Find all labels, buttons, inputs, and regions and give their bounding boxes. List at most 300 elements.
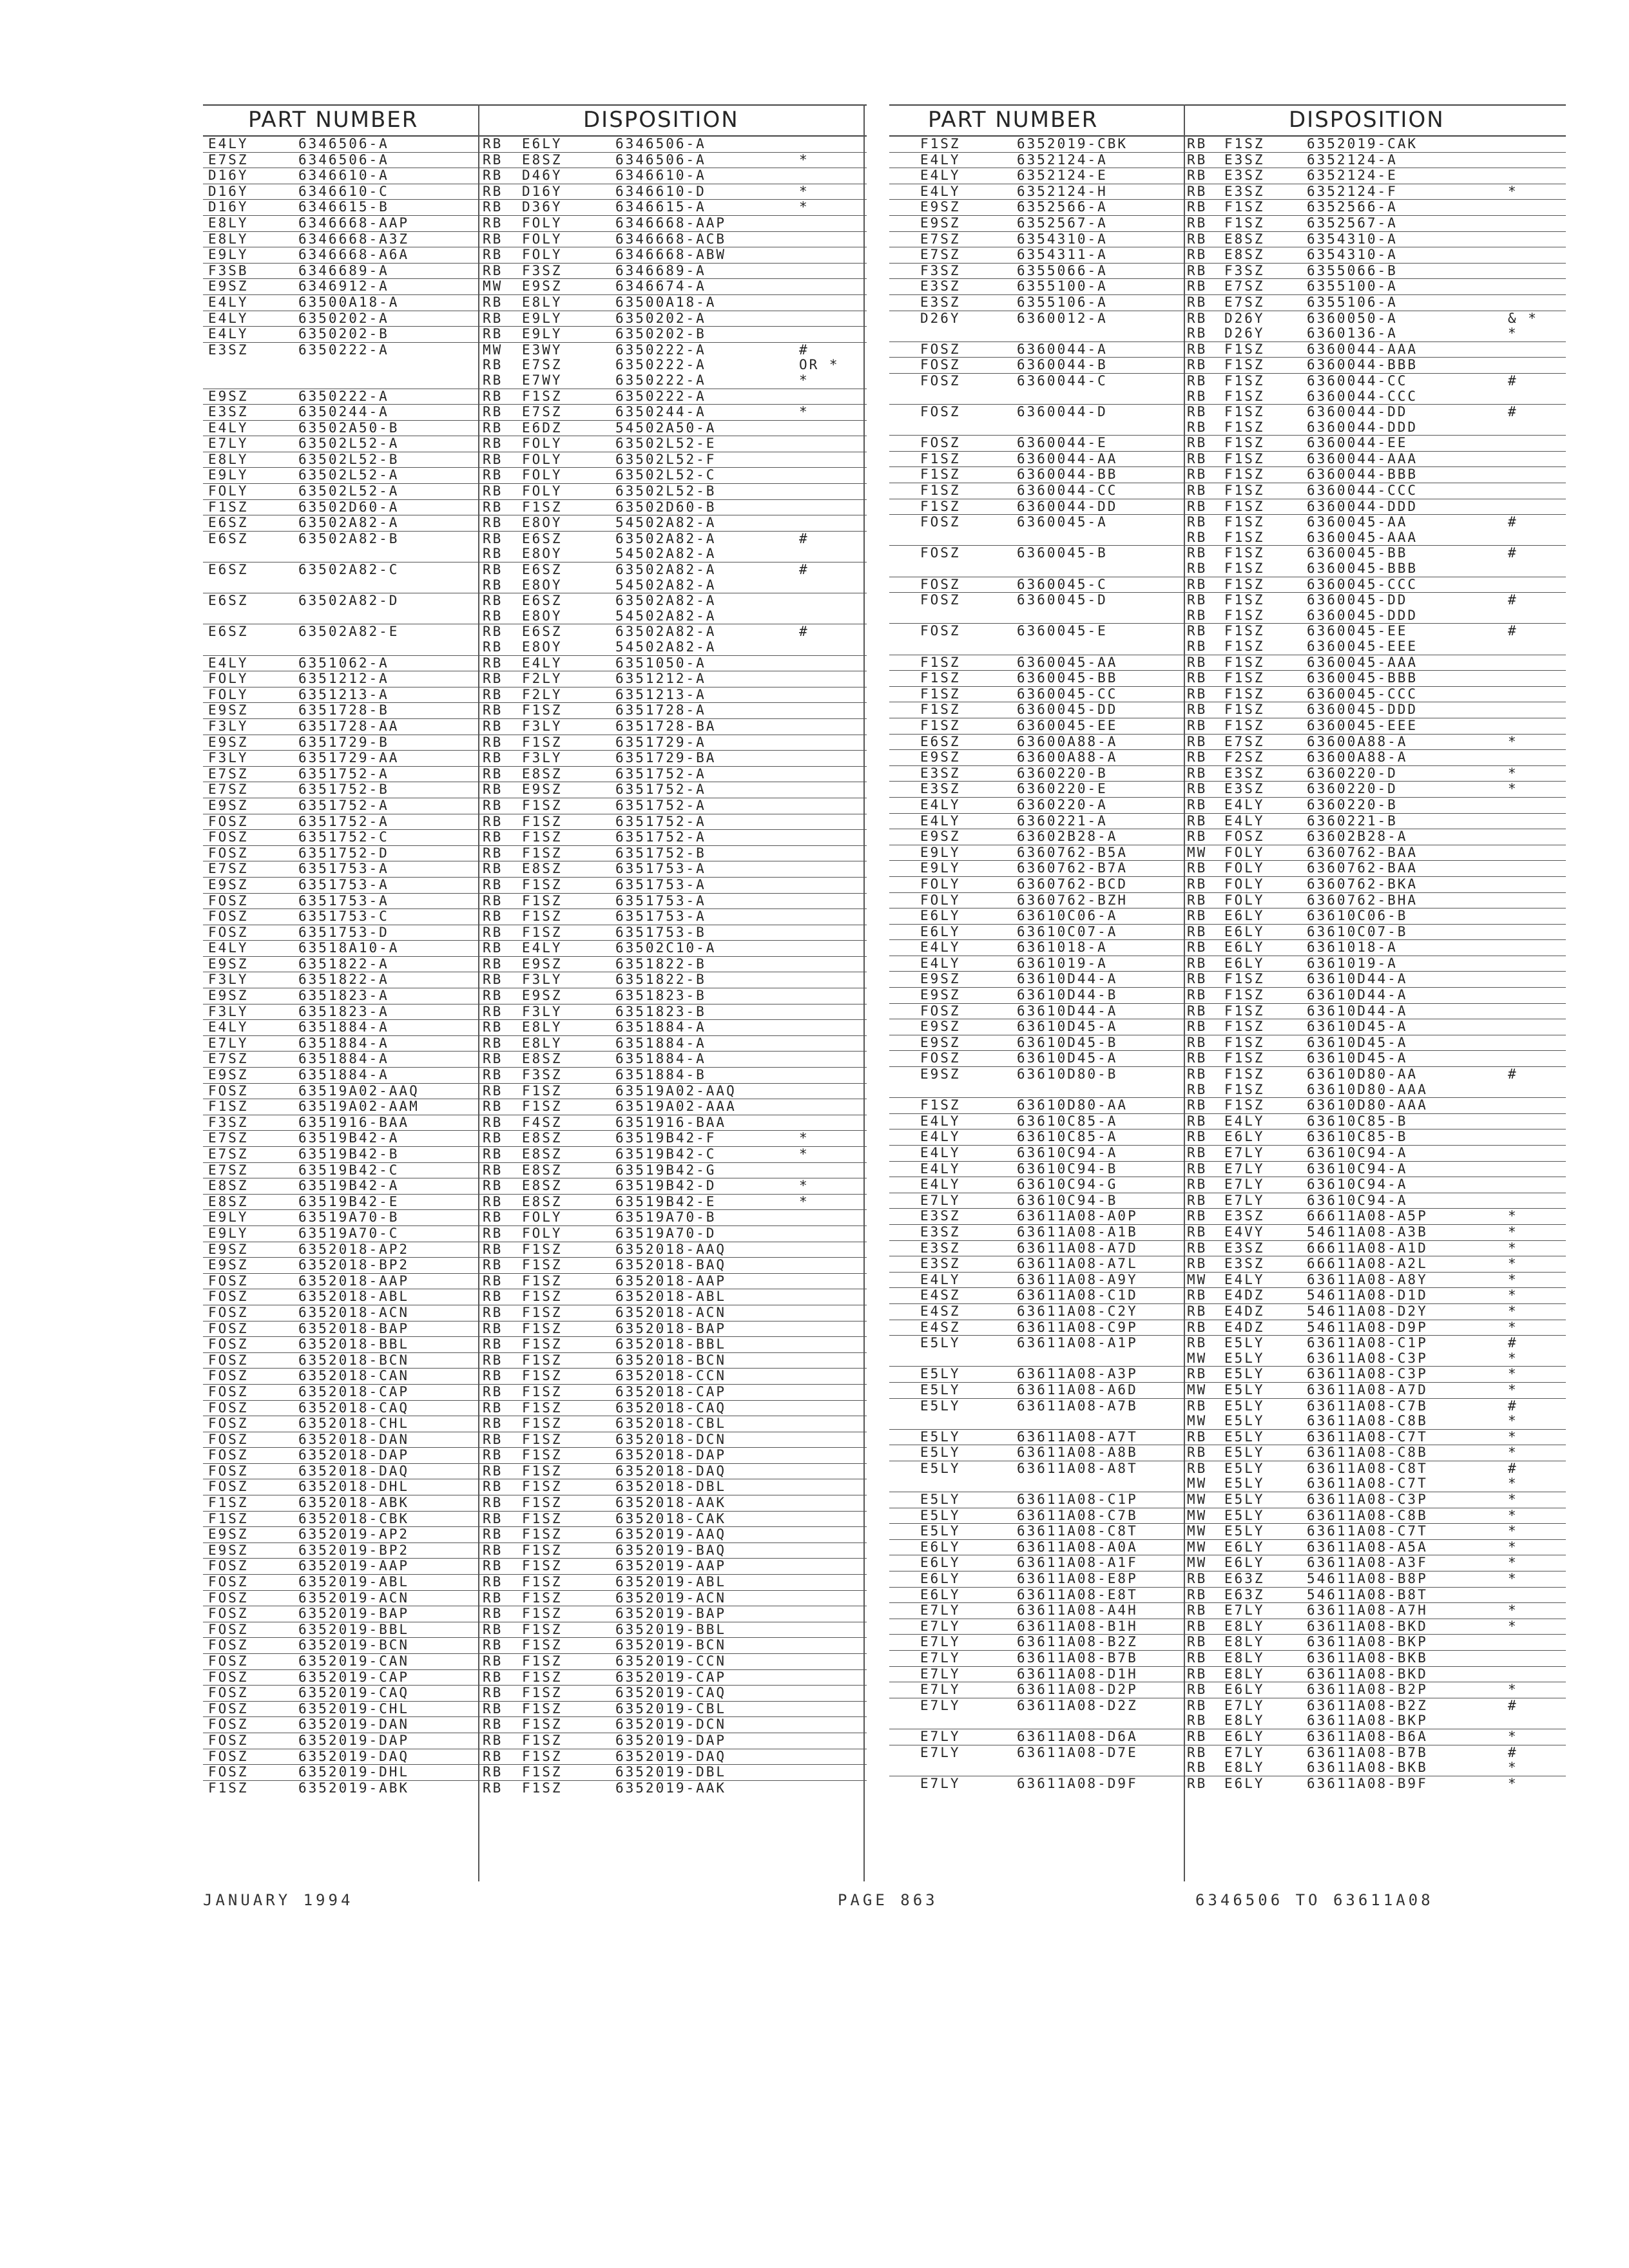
remark: # — [1508, 592, 1518, 608]
model-code: E7LY — [920, 1192, 961, 1208]
model-code: FOSZ — [208, 1748, 249, 1764]
part-number: 63610D45-A — [1017, 1019, 1118, 1035]
new-part-number: 6352124-A — [1307, 151, 1398, 168]
new-part-number: 6351729-BA — [615, 750, 717, 766]
part-number: 6352018-CHL — [298, 1416, 410, 1432]
new-model-code: F3SZ — [522, 1067, 563, 1083]
new-model-code: E5LY — [1224, 1460, 1265, 1476]
new-part-number: 6360045-DD — [1307, 592, 1408, 608]
new-part-number: 63611A08-BKB — [1307, 1760, 1428, 1776]
model-code: F1SZ — [208, 1495, 249, 1511]
new-part-number: 63611A08-C7T — [1307, 1475, 1428, 1492]
part-number: 6352019-ABK — [298, 1780, 410, 1796]
new-part-number: 6360044-EE — [1307, 435, 1408, 451]
new-model-code: E7SZ — [522, 357, 563, 373]
model-code: E4SZ — [920, 1287, 961, 1303]
new-model-code: E9SZ — [522, 956, 563, 972]
disposition-code: RB — [1187, 1177, 1208, 1193]
new-part-number: 63610C94-A — [1307, 1192, 1408, 1208]
part-number: 6350222-A — [298, 341, 389, 358]
new-model-code: E5LY — [1224, 1507, 1265, 1523]
new-part-number: 6352018-ABL — [615, 1289, 727, 1305]
new-model-code: E8SZ — [522, 1193, 563, 1209]
part-number: 6351213-A — [298, 686, 389, 702]
parts-row — [203, 1749, 867, 1765]
disposition-code: RB — [483, 988, 503, 1004]
disposition-code: RB — [483, 1051, 503, 1067]
model-code: E4LY — [208, 136, 249, 151]
model-code: E9SZ — [208, 1257, 249, 1273]
parts-row — [889, 814, 1566, 830]
disposition-code: RB — [483, 562, 503, 578]
disposition-code: RB — [483, 231, 503, 247]
part-number: 6361019-A — [1017, 955, 1108, 971]
disposition-code: RB — [1187, 592, 1208, 608]
disposition-code: MW — [1187, 1507, 1208, 1523]
part-number: 6351728-AA — [298, 718, 400, 734]
parts-row — [889, 861, 1566, 877]
model-code: E9SZ — [208, 797, 249, 813]
new-model-code: F1SZ — [1224, 576, 1265, 592]
new-part-number: 6360045-AAA — [1307, 529, 1418, 545]
new-part-number: 6360045-BBB — [1307, 670, 1418, 686]
part-number: 6352019-CAP — [298, 1669, 410, 1685]
remark: # — [1508, 623, 1518, 639]
new-part-number: 6352019-CAP — [615, 1669, 727, 1685]
part-number: 63610C07-A — [1017, 923, 1118, 939]
disposition-code: RB — [483, 1209, 503, 1225]
part-number: 63502A50-B — [298, 419, 400, 436]
disposition-code: RB — [483, 1542, 503, 1558]
part-number: 6354311-A — [1017, 247, 1108, 263]
parts-row — [203, 1543, 867, 1559]
disposition-code: RB — [483, 262, 503, 278]
new-part-number: 54611A08-D9P — [1307, 1319, 1428, 1335]
new-part-number: 63611A08-C1P — [1307, 1335, 1428, 1351]
new-model-code: F1SZ — [1224, 1066, 1265, 1082]
model-code: FOSZ — [920, 1003, 961, 1019]
part-number: 63519B42-A — [298, 1178, 400, 1194]
new-model-code: F1SZ — [522, 1685, 563, 1701]
part-number: 6352019-DHL — [298, 1764, 410, 1780]
panel-left-header — [203, 104, 867, 137]
parts-row — [203, 1606, 867, 1622]
footer-range: 6346506 TO 63611A08 — [1195, 1891, 1434, 1909]
part-number: 6352019-BBL — [298, 1621, 410, 1637]
disposition-code: RB — [483, 1590, 503, 1606]
new-model-code: FOLY — [522, 1225, 563, 1241]
disposition-code: RB — [483, 404, 503, 420]
model-code: E5LY — [920, 1507, 961, 1523]
new-model-code: E6LY — [1224, 1129, 1265, 1145]
part-number: 6346668-AAP — [298, 215, 410, 231]
parts-row — [889, 1146, 1566, 1162]
part-number: 63610C85-A — [1017, 1113, 1118, 1129]
model-code: FOSZ — [920, 592, 961, 608]
new-model-code: F1SZ — [522, 1431, 563, 1447]
model-code: E5LY — [920, 1335, 961, 1351]
new-model-code: E8LY — [1224, 1760, 1265, 1776]
new-part-number: 6360762-BAA — [1307, 860, 1418, 876]
part-number: 6352566-A — [1017, 199, 1108, 215]
model-code: E6SZ — [208, 624, 249, 640]
parts-row — [203, 861, 867, 878]
part-number: 63600A88-A — [1017, 733, 1118, 749]
disposition-code: RB — [483, 593, 503, 609]
new-part-number: 6352567-A — [1307, 215, 1398, 231]
part-number: 63610C06-A — [1017, 908, 1118, 924]
new-model-code: F1SZ — [522, 1257, 563, 1273]
new-part-number: 63610D44-A — [1307, 971, 1408, 987]
parts-row — [889, 877, 1566, 893]
new-model-code: F1SZ — [1224, 987, 1265, 1003]
new-model-code: F2LY — [522, 686, 563, 702]
model-code: E9SZ — [208, 734, 249, 750]
disposition-code: RB — [483, 419, 503, 436]
new-model-code: F1SZ — [522, 1574, 563, 1590]
disposition-code: RB — [1187, 466, 1208, 483]
remark: * — [1508, 1728, 1518, 1744]
disposition-code: RB — [483, 1114, 503, 1130]
parts-row — [889, 1729, 1566, 1745]
disposition-code: RB — [1187, 1728, 1208, 1744]
disposition-code: RB — [1187, 860, 1208, 876]
part-number: 63611A08-C1P — [1017, 1492, 1138, 1508]
new-part-number: 63610C06-B — [1307, 908, 1408, 924]
parts-row — [889, 1635, 1566, 1651]
new-model-code: E7WY — [522, 372, 563, 388]
disposition-code: RB — [483, 1193, 503, 1209]
new-model-code: F1SZ — [522, 1289, 563, 1305]
new-part-number: 6352019-BBL — [615, 1621, 727, 1637]
new-part-number: 6351823-B — [615, 988, 706, 1004]
part-number: 6360044-AA — [1017, 450, 1118, 466]
part-number: 6360045-BB — [1017, 670, 1118, 686]
new-model-code: E6LY — [1224, 923, 1265, 939]
model-code: FOSZ — [208, 1669, 249, 1685]
model-code: FOLY — [920, 876, 961, 892]
disposition-code: RB — [483, 1130, 503, 1146]
disposition-code: RB — [1187, 987, 1208, 1003]
parts-row — [889, 702, 1566, 718]
disposition-code: RB — [483, 1146, 503, 1162]
parts-row — [203, 1242, 867, 1258]
remark: * — [799, 1146, 809, 1162]
parts-row — [203, 1084, 867, 1100]
model-code: E7LY — [920, 1650, 961, 1666]
new-model-code: E3SZ — [1224, 168, 1265, 184]
parts-row — [889, 972, 1566, 988]
model-code: FOSZ — [208, 1368, 249, 1384]
disposition-code: RB — [483, 1241, 503, 1257]
new-model-code: F1SZ — [1224, 1097, 1265, 1113]
disposition-code: RB — [1187, 1445, 1208, 1461]
parts-row — [203, 1464, 867, 1480]
parts-row — [889, 467, 1566, 483]
disposition-code: RB — [483, 734, 503, 750]
parts-row — [203, 1416, 867, 1432]
disposition-code: RB — [1187, 796, 1208, 812]
new-part-number: 63611A08-B6A — [1307, 1728, 1428, 1744]
new-model-code: F1SZ — [522, 1463, 563, 1479]
part-number: 6352018-DAN — [298, 1431, 410, 1447]
model-code: E5LY — [920, 1523, 961, 1539]
part-number: 63611A08-C1D — [1017, 1287, 1138, 1303]
model-code: FOSZ — [208, 1479, 249, 1495]
new-part-number: 54502A50-A — [615, 419, 717, 436]
parts-row — [203, 941, 867, 957]
new-part-number: 63610C85-B — [1307, 1113, 1408, 1129]
new-part-number: 6360044-BBB — [1307, 466, 1418, 483]
new-model-code: F1SZ — [1224, 435, 1265, 451]
new-model-code: D36Y — [522, 199, 563, 215]
model-code: FOSZ — [208, 1637, 249, 1653]
model-code: E4LY — [920, 183, 961, 199]
parts-row — [889, 845, 1566, 861]
part-number: 63610D80-AA — [1017, 1097, 1128, 1113]
disposition-code: RB — [1187, 607, 1208, 623]
model-code: FOSZ — [208, 1399, 249, 1416]
new-part-number: 6351752-A — [615, 813, 706, 829]
new-model-code: F1SZ — [1224, 450, 1265, 466]
parts-row — [203, 468, 867, 484]
model-code: E5LY — [920, 1492, 961, 1508]
disposition-code: RB — [483, 1320, 503, 1336]
new-model-code: E7SZ — [1224, 294, 1265, 310]
part-number: 6360045-EE — [1017, 717, 1118, 733]
new-model-code: FOLY — [522, 436, 563, 452]
new-model-code: F1SZ — [522, 892, 563, 908]
parts-row — [203, 798, 867, 814]
remark: # — [1508, 1398, 1518, 1414]
part-number: 6360045-B — [1017, 545, 1108, 561]
model-code: E4LY — [920, 1177, 961, 1193]
part-number: 6351752-A — [298, 765, 389, 782]
new-model-code: F1SZ — [522, 1700, 563, 1716]
new-model-code: F1SZ — [1224, 654, 1265, 670]
parts-row — [889, 561, 1566, 577]
remark: * — [1508, 1303, 1518, 1319]
parts-row — [203, 640, 867, 656]
new-part-number: 63610C94-A — [1307, 1177, 1408, 1193]
part-number: 63600A88-A — [1017, 749, 1118, 765]
model-code: FOSZ — [208, 1621, 249, 1637]
new-model-code: E8LY — [1224, 1650, 1265, 1666]
new-part-number: 6352018-BCN — [615, 1352, 727, 1368]
new-part-number: 6352019-BAP — [615, 1606, 727, 1622]
new-model-code: F1SZ — [522, 1764, 563, 1780]
parts-row — [203, 1622, 867, 1639]
model-code: E3SZ — [920, 1208, 961, 1224]
parts-row — [203, 546, 867, 562]
model-code: FOSZ — [208, 1383, 249, 1399]
parts-row — [203, 656, 867, 672]
model-code: FOSZ — [920, 435, 961, 451]
part-number: 6346506-A — [298, 151, 389, 168]
part-number: 63500A18-A — [298, 294, 400, 310]
new-model-code: E6SZ — [522, 530, 563, 546]
new-model-code: E8SZ — [522, 861, 563, 877]
model-code: E4LY — [920, 1271, 961, 1287]
parts-row — [203, 421, 867, 437]
model-code: F1SZ — [920, 686, 961, 702]
new-part-number: 6350202-A — [615, 310, 706, 326]
new-part-number: 6352019-AAK — [615, 1780, 727, 1796]
part-number: 63502A82-D — [298, 593, 400, 609]
disposition-code: RB — [1187, 1145, 1208, 1160]
part-number: 63519B42-E — [298, 1193, 400, 1209]
parts-row — [203, 878, 867, 894]
new-model-code: F1SZ — [1224, 136, 1265, 151]
part-number: 6352018-CAN — [298, 1368, 410, 1384]
remark: * — [1508, 1208, 1518, 1224]
model-code: E9SZ — [920, 987, 961, 1003]
model-code: FOSZ — [208, 924, 249, 940]
new-model-code: E8OY — [522, 639, 563, 655]
parts-row — [203, 200, 867, 216]
disposition-code: RB — [483, 530, 503, 546]
model-code: E7LY — [920, 1744, 961, 1760]
model-code: E6SZ — [208, 562, 249, 578]
new-part-number: 6346668-ACB — [615, 231, 727, 247]
disposition-code: RB — [483, 940, 503, 956]
disposition-code: RB — [483, 451, 503, 467]
parts-row — [203, 1638, 867, 1654]
new-part-number: 6352018-CAK — [615, 1510, 727, 1526]
part-number: 63611A08-B7B — [1017, 1650, 1138, 1666]
disposition-code: RB — [483, 1225, 503, 1241]
parts-row — [889, 1162, 1566, 1178]
parts-row — [203, 405, 867, 421]
new-model-code: E4LY — [522, 655, 563, 671]
parts-row — [889, 264, 1566, 280]
remark: * — [1508, 1350, 1518, 1366]
disposition-code: RB — [483, 972, 503, 988]
part-number: 63610D44-A — [1017, 1003, 1118, 1019]
new-part-number: 54502A82-A — [615, 546, 717, 562]
new-model-code: F1SZ — [522, 1590, 563, 1606]
new-model-code: E8OY — [522, 577, 563, 593]
new-part-number: 63519B42-F — [615, 1130, 717, 1146]
disposition-code: RB — [1187, 294, 1208, 310]
part-number: 63519A70-C — [298, 1225, 400, 1241]
parts-row — [889, 1651, 1566, 1667]
disposition-code: MW — [1187, 1381, 1208, 1398]
parts-row — [889, 279, 1566, 295]
parts-row — [889, 515, 1566, 530]
parts-row — [889, 829, 1566, 845]
new-model-code: F1SZ — [522, 1542, 563, 1558]
new-part-number: 63610C07-B — [1307, 923, 1408, 939]
part-number: 6360044-D — [1017, 404, 1108, 420]
disposition-code: RB — [483, 1273, 503, 1289]
new-model-code: F1SZ — [1224, 639, 1265, 654]
new-model-code: E7LY — [1224, 1697, 1265, 1713]
model-code: E4LY — [920, 1129, 961, 1145]
parts-row — [889, 1524, 1566, 1540]
disposition-code: RB — [483, 1574, 503, 1590]
model-code: E3SZ — [208, 404, 249, 420]
model-code: E5LY — [920, 1428, 961, 1445]
model-code: E9LY — [208, 1225, 249, 1241]
part-number: 6352018-AP2 — [298, 1241, 410, 1257]
parts-row — [889, 1555, 1566, 1571]
new-part-number: 63519A02-AAA — [615, 1099, 737, 1115]
new-model-code: F1SZ — [1224, 357, 1265, 373]
disposition-code: RB — [1187, 1003, 1208, 1019]
new-model-code: FOLY — [522, 467, 563, 483]
disposition-code: RB — [483, 1082, 503, 1099]
part-number: 6351884-A — [298, 1035, 389, 1051]
disposition-code: RB — [1187, 561, 1208, 577]
disposition-code: RB — [483, 1162, 503, 1178]
disposition-code: RB — [1187, 892, 1208, 908]
new-model-code: F1SZ — [1224, 483, 1265, 499]
new-part-number: 6346506-A — [615, 151, 706, 168]
new-model-code: FOLY — [522, 451, 563, 467]
disposition-code: RB — [1187, 262, 1208, 278]
parts-row — [203, 957, 867, 973]
disposition-code: RB — [483, 813, 503, 829]
part-number: 63519A02-AAM — [298, 1099, 419, 1115]
model-code: E9SZ — [920, 1019, 961, 1035]
new-model-code: E8LY — [522, 1035, 563, 1051]
new-model-code: F1SZ — [522, 1558, 563, 1574]
new-part-number: 63611A08-C8B — [1307, 1445, 1428, 1461]
model-code: FOSZ — [208, 1320, 249, 1336]
new-part-number: 6351753-A — [615, 908, 706, 925]
model-code: E7LY — [920, 1666, 961, 1682]
disposition-code: RB — [483, 357, 503, 373]
disposition-code: RB — [483, 136, 503, 151]
disposition-code: RB — [1187, 1713, 1208, 1729]
disposition-code: RB — [1187, 183, 1208, 199]
parts-row — [889, 687, 1566, 703]
new-model-code: F1SZ — [522, 388, 563, 404]
new-model-code: E4LY — [1224, 796, 1265, 812]
disposition-code: RB — [483, 199, 503, 215]
model-code: E9SZ — [208, 988, 249, 1004]
new-part-number: 6354310-A — [1307, 247, 1398, 263]
new-model-code: E4LY — [1224, 812, 1265, 829]
parts-row — [203, 1702, 867, 1718]
remark: # — [1508, 1066, 1518, 1082]
new-model-code: E5LY — [1224, 1366, 1265, 1382]
parts-row — [203, 311, 867, 327]
disposition-code: RB — [483, 608, 503, 624]
disposition-code: RB — [483, 1685, 503, 1701]
part-number: 6360045-CC — [1017, 686, 1118, 702]
model-code: E6LY — [920, 1571, 961, 1587]
new-model-code: E6LY — [1224, 908, 1265, 924]
part-number: 63611A08-C9P — [1017, 1319, 1138, 1335]
disposition-code: RB — [1187, 1571, 1208, 1587]
new-part-number: 6360045-BB — [1307, 545, 1408, 561]
disposition-code: RB — [483, 1368, 503, 1384]
new-part-number: 63611A08-C7T — [1307, 1523, 1428, 1539]
new-model-code: E6SZ — [522, 624, 563, 640]
model-code: E9SZ — [208, 956, 249, 972]
disposition-code: RB — [483, 686, 503, 702]
parts-row — [889, 1019, 1566, 1035]
parts-row — [203, 814, 867, 831]
remark: * — [1508, 1507, 1518, 1523]
parts-row — [203, 1591, 867, 1607]
model-code: E3SZ — [920, 1240, 961, 1256]
new-part-number: 6351752-A — [615, 782, 706, 798]
remark: * — [1508, 733, 1518, 749]
part-number: 6351728-B — [298, 702, 389, 718]
